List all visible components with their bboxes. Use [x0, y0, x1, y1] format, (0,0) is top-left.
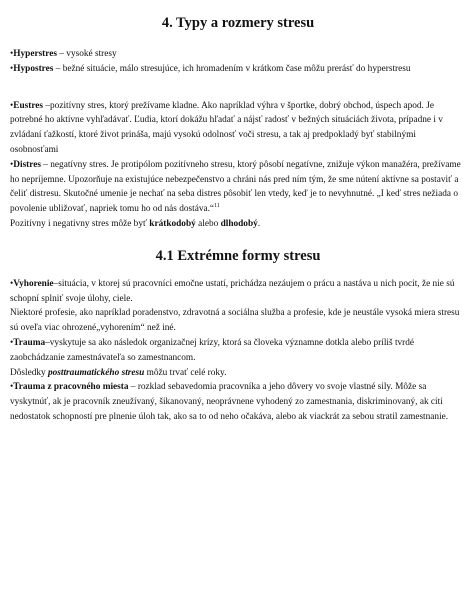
definition-eustres: •Eustres –pozitívny stres, ktorý prežívame kladne. Ako napríklad výhra v športke, dobrý obchod, úspech apod. Je potrebné ho aktívne vyhľadávať. Ľudia, ktorí dokážu hľadať a nájsť radosť v bežných situáciách života, prípadne i v zvládaní ťažkostí, ktoré život prináša, majú vysokú odolnosť voči stresu, a tak aj predpokladý byť stabilnými osobnosťami: [10, 100, 443, 155]
term-eustres: Eustres: [13, 100, 44, 111]
definition-vyhorenie: •Vyhorenie–situácia, v ktorej sú pracovníci emočne ustatí, prichádza nezáujem o prácu a nastáva u nich pocit, že nie sú schopní splniť svoje úlohy, ciele.: [10, 278, 455, 304]
subsection-heading: 4.1 Extrémne formy stresu: [155, 247, 321, 264]
definition-trauma-prace: •Trauma z pracovného miesta – rozklad sebavedomia pracovníka a jeho dôvery vo svoje vlastné sily. Môže sa vyskytnúť, ak je pracovník zneužívaný, šikanovaný, neoprávnene vyhodený zo zamestnania, diskriminovaný, ak cíti nedostatok schopností pre plnenie úloh tak, ako sa to od neho očakáva, alebo ak viackrát za sebou stratil zamestnanie.: [10, 382, 449, 422]
term-vyhorenie: Vyhorenie: [13, 278, 54, 289]
term-hypostres: Hypostres: [13, 63, 54, 74]
term-hyperstres: Hyperstres: [13, 49, 57, 59]
footnote-ref: 11: [214, 203, 220, 210]
document-page: [10, 14, 466, 425]
section-heading: 4. Typy a rozmery stresu: [161, 15, 315, 31]
summary-line: Pozitívny i negatívny stres môže byť krátkodobý alebo dlhodobý.: [10, 218, 261, 229]
term-distres: Distres: [13, 159, 41, 170]
definition-distres: •Distres – negatívny stres. Je protipólom pozitívneho stresu, ktorý pôsobí negatívne, znižuje výkon manažéra, prežívame ho nepríjemne. Upozorňuje na existujúce nebezpečenstvo a chráni nás pred ním tým, že sme nútení aktívne sa postaviť a čeliť distresu. Skutočné umenie je nechať na seba distres pôsobiť len vtedy, keď je to nevyhnutné. „I keď stres nežiada o povolenie ubližovať, napriek tomu ho od nás dostáva.“$^{11}$: [10, 159, 461, 215]
definition-hypostres: •Hypostres – bežné situácie, málo stresujúce, ich hromadením v krátkom čase môžu prerásť do hyperstresu: [10, 63, 411, 74]
term-trauma-prace: Trauma z pracovného miesta: [13, 382, 129, 393]
dosledky-line: Dôsledky posttraumatického stresu môžu trvať celé roky.: [10, 367, 227, 378]
definition-hyperstres: •Hyperstres – vysoké stresy: [10, 49, 117, 59]
definition-trauma: •Trauma–vyskytuje sa ako následok organizačnej krízy, ktorá sa človeka významne dotkla alebo príliš tvrdé zaobchádzanie zamestnávateľa so zamestnancom.: [10, 337, 415, 363]
profesie-paragraph: Niektoré profesie, ako napríklad poradenstvo, zdravotná a sociálna služba a profesie, kde je neustále vysoká miera stresu sú oveľa viac ohrozené„vyhorením“ než iné.: [10, 308, 460, 334]
term-trauma: Trauma: [13, 337, 46, 348]
